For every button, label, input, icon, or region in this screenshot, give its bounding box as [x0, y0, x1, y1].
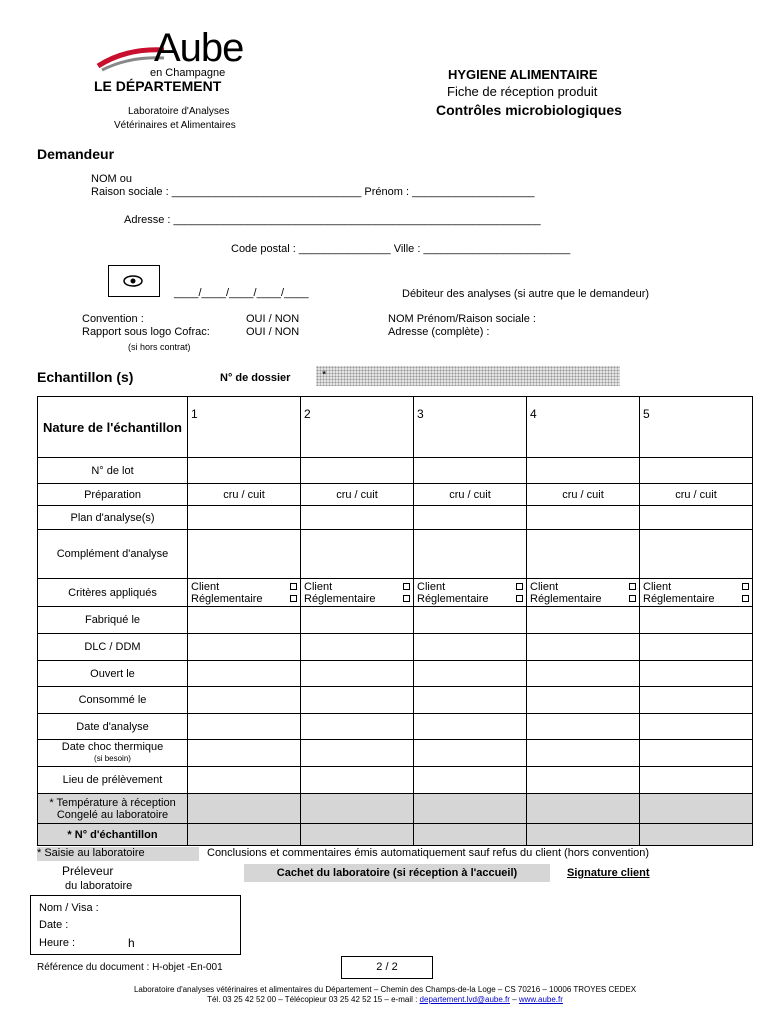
phone-box — [108, 265, 160, 297]
logo-org: LE DÉPARTEMENT — [94, 78, 222, 94]
checkbox[interactable] — [742, 583, 749, 590]
cell[interactable] — [301, 767, 414, 794]
cell[interactable]: cru / cuit — [640, 484, 753, 506]
table-row — [38, 740, 753, 767]
cell[interactable] — [301, 714, 414, 740]
code-postal-field[interactable]: Code postal : _______________ Ville : ________________________ — [231, 243, 571, 255]
cell[interactable] — [640, 458, 753, 484]
cell[interactable] — [414, 634, 527, 661]
row-label — [38, 740, 188, 767]
nature-label: Nature de l'échantillon — [38, 397, 188, 458]
raison-sociale-field[interactable]: Raison sociale : _______________________________ Prénom : ____________________ — [91, 186, 535, 198]
cell[interactable] — [414, 714, 527, 740]
cell[interactable] — [188, 824, 301, 846]
row-label — [38, 794, 188, 824]
checkbox[interactable] — [290, 595, 297, 602]
signature-label: Signature client — [567, 867, 650, 879]
cell[interactable] — [301, 634, 414, 661]
convention-value[interactable]: OUI / NON — [246, 313, 300, 325]
cell[interactable] — [527, 458, 640, 484]
checkbox[interactable] — [403, 595, 410, 602]
telephone-icon — [123, 275, 143, 287]
address-line1: Laboratoire d'analyses vétérinaires et alimentaires du Département – Chemin des Champs-de-la Loge – CS 70216 – 10006 TROYES CEDEX — [133, 985, 637, 994]
address-line2 — [0, 995, 770, 1004]
regl-option: Réglementaire — [304, 592, 376, 605]
dossier-field[interactable] — [316, 366, 620, 386]
cell[interactable] — [527, 530, 640, 579]
cell[interactable] — [301, 824, 414, 846]
cell[interactable] — [301, 740, 414, 767]
table-row — [38, 634, 753, 661]
cell[interactable] — [527, 634, 640, 661]
title-sub: Fiche de réception produit — [447, 84, 598, 99]
cachet-label: Cachet du laboratoire (si réception à l'accueil) — [244, 864, 550, 882]
phone-date-field[interactable]: ____/____/____/____/____ — [174, 287, 309, 299]
cell[interactable] — [640, 530, 753, 579]
checkbox[interactable] — [629, 595, 636, 602]
checkbox[interactable] — [516, 583, 523, 590]
row-label: Complément d'analyse — [38, 530, 188, 579]
cell[interactable] — [640, 824, 753, 846]
cell[interactable] — [527, 794, 640, 824]
title-main: HYGIENE ALIMENTAIRE — [448, 67, 598, 82]
regl-option: Réglementaire — [417, 592, 489, 605]
adresse-field[interactable]: Adresse : ____________________________________________________________ — [124, 214, 541, 226]
lab-line1: Laboratoire d'Analyses — [128, 106, 230, 117]
row-label: Critères appliqués — [38, 579, 188, 607]
cell[interactable] — [414, 794, 527, 824]
cell[interactable] — [188, 634, 301, 661]
cell[interactable] — [527, 714, 640, 740]
du-labo-label: du laboratoire — [65, 880, 133, 892]
cell[interactable] — [188, 740, 301, 767]
criteria-cell — [527, 579, 640, 607]
date-field[interactable]: Date : — [39, 919, 69, 931]
cell[interactable] — [188, 687, 301, 714]
cell[interactable] — [640, 506, 753, 530]
logo — [92, 26, 262, 100]
table-row — [38, 661, 753, 687]
sample-table — [37, 396, 753, 846]
cell[interactable] — [527, 824, 640, 846]
client-option: Client — [417, 580, 446, 593]
col-header[interactable]: 3 — [414, 397, 527, 458]
cell[interactable] — [188, 794, 301, 824]
cell[interactable] — [640, 661, 753, 687]
rapport-label: Rapport sous logo Cofrac: — [82, 326, 210, 338]
visa-box — [30, 895, 241, 955]
criteria-cell — [188, 579, 301, 607]
checkbox[interactable] — [629, 583, 636, 590]
cell[interactable] — [414, 687, 527, 714]
cell[interactable] — [301, 607, 414, 634]
adresse-complete-label: Adresse (complète) : — [388, 326, 490, 338]
cell[interactable] — [414, 506, 527, 530]
cell[interactable] — [188, 458, 301, 484]
checkbox[interactable] — [516, 595, 523, 602]
cell[interactable] — [640, 740, 753, 767]
cell[interactable] — [414, 740, 527, 767]
cell[interactable] — [527, 740, 640, 767]
row-label: Préparation — [38, 484, 188, 506]
row-label: Fabriqué le — [38, 607, 188, 634]
logo-sub: en Champagne — [150, 67, 226, 79]
checkbox[interactable] — [290, 583, 297, 590]
table-row — [38, 530, 753, 579]
col-header[interactable]: 5 — [640, 397, 753, 458]
separator: – — [512, 995, 517, 1004]
cell[interactable] — [414, 607, 527, 634]
client-option: Client — [643, 580, 672, 593]
table-row — [38, 506, 753, 530]
cell[interactable] — [527, 767, 640, 794]
cell[interactable]: cru / cuit — [414, 484, 527, 506]
criteria-cell — [640, 579, 753, 607]
preleveur-label: Préleveur — [62, 864, 114, 878]
col-header[interactable]: 1 — [188, 397, 301, 458]
cell[interactable] — [188, 714, 301, 740]
dossier-label: N° de dossier — [220, 372, 291, 384]
cell[interactable] — [188, 530, 301, 579]
cell[interactable]: cru / cuit — [301, 484, 414, 506]
nom-ou: NOM ou — [91, 173, 132, 185]
page-value: 2 / 2 — [376, 961, 398, 973]
client-option: Client — [530, 580, 559, 593]
regl-option: Réglementaire — [530, 592, 602, 605]
email-link[interactable]: departement.lvd@aube.fr — [419, 995, 510, 1004]
row-label: Consommé le — [38, 687, 188, 714]
echantillon-heading: Echantillon (s) — [37, 369, 134, 385]
table-row — [38, 397, 753, 458]
table-row — [38, 687, 753, 714]
saisie-note: * Saisie au laboratoire — [37, 847, 199, 861]
rapport-value[interactable]: OUI / NON — [246, 326, 300, 338]
cell[interactable]: cru / cuit — [188, 484, 301, 506]
row-label: Lieu de prélèvement — [38, 767, 188, 794]
cell[interactable] — [301, 661, 414, 687]
website-link[interactable]: www.aube.fr — [518, 995, 563, 1004]
conclusions-note: Conclusions et commentaires émis automatiquement sauf refus du client (hors convention) — [207, 847, 650, 859]
row-label: Ouvert le — [38, 661, 188, 687]
client-option: Client — [304, 580, 333, 593]
choc-label: Date choc thermique — [61, 741, 164, 753]
heure-h: h — [128, 936, 135, 950]
row-label: Date d'analyse — [38, 714, 188, 740]
col-header[interactable]: 2 — [301, 397, 414, 458]
nom-visa-field[interactable]: Nom / Visa : — [39, 902, 99, 914]
cell[interactable] — [301, 687, 414, 714]
criteria-cell — [301, 579, 414, 607]
table-row — [38, 484, 753, 506]
page-number — [341, 956, 433, 979]
checkbox[interactable] — [742, 595, 749, 602]
cell[interactable] — [640, 607, 753, 634]
reference-label: Référence du document : H-objet -En-001 — [37, 962, 223, 973]
heure-field[interactable]: Heure : — [39, 937, 76, 949]
table-row — [38, 579, 753, 607]
regl-option: Réglementaire — [191, 592, 263, 605]
contact-text: Tél. 03 25 42 52 00 – Télécopieur 03 25 42 52 15 – e-mail : — [207, 995, 418, 1004]
cell[interactable] — [301, 530, 414, 579]
row-label: * N° d'échantillon — [38, 824, 188, 846]
table-row — [38, 714, 753, 740]
client-option: Client — [191, 580, 220, 593]
debiteur-label: Débiteur des analyses (si autre que le demandeur) — [402, 288, 650, 300]
row-label: N° de lot — [38, 458, 188, 484]
cell[interactable] — [527, 661, 640, 687]
table-row — [38, 824, 753, 846]
cell[interactable] — [527, 506, 640, 530]
row-label: DLC / DDM — [38, 634, 188, 661]
nom-prenom-label: NOM Prénom/Raison sociale : — [388, 313, 536, 325]
cell[interactable]: cru / cuit — [527, 484, 640, 506]
table-row — [38, 607, 753, 634]
table-row — [38, 767, 753, 794]
convention-label: Convention : — [82, 313, 144, 325]
demandeur-heading: Demandeur — [37, 146, 115, 162]
checkbox[interactable] — [403, 583, 410, 590]
row-label: Plan d'analyse(s) — [38, 506, 188, 530]
cell[interactable] — [301, 794, 414, 824]
cell[interactable] — [301, 458, 414, 484]
title-third: Contrôles microbiologiques — [436, 102, 622, 118]
logo-brand: Aube — [154, 26, 244, 70]
cell[interactable] — [640, 794, 753, 824]
cell[interactable] — [414, 661, 527, 687]
cell[interactable] — [527, 607, 640, 634]
cell[interactable] — [188, 607, 301, 634]
dossier-value: * — [322, 369, 327, 381]
cell[interactable] — [188, 661, 301, 687]
congele-label: Congelé au laboratoire — [56, 808, 169, 821]
regl-option: Réglementaire — [643, 592, 715, 605]
cell[interactable] — [188, 767, 301, 794]
cell[interactable] — [640, 634, 753, 661]
table-row — [38, 458, 753, 484]
cell[interactable] — [640, 714, 753, 740]
cell[interactable] — [640, 767, 753, 794]
temp-label: * Température à réception — [49, 796, 176, 809]
hors-contrat: (si hors contrat) — [128, 342, 191, 352]
cell[interactable] — [640, 687, 753, 714]
cell[interactable] — [414, 530, 527, 579]
cell[interactable] — [414, 767, 527, 794]
criteria-cell — [414, 579, 527, 607]
cell[interactable] — [188, 506, 301, 530]
cell[interactable] — [527, 687, 640, 714]
col-header[interactable]: 4 — [527, 397, 640, 458]
table-row — [38, 794, 753, 824]
cell[interactable] — [301, 506, 414, 530]
cell[interactable] — [414, 824, 527, 846]
choc-sub: (si besoin) — [94, 754, 131, 763]
lab-line2: Vétérinaires et Alimentaires — [114, 120, 236, 131]
cell[interactable] — [414, 458, 527, 484]
